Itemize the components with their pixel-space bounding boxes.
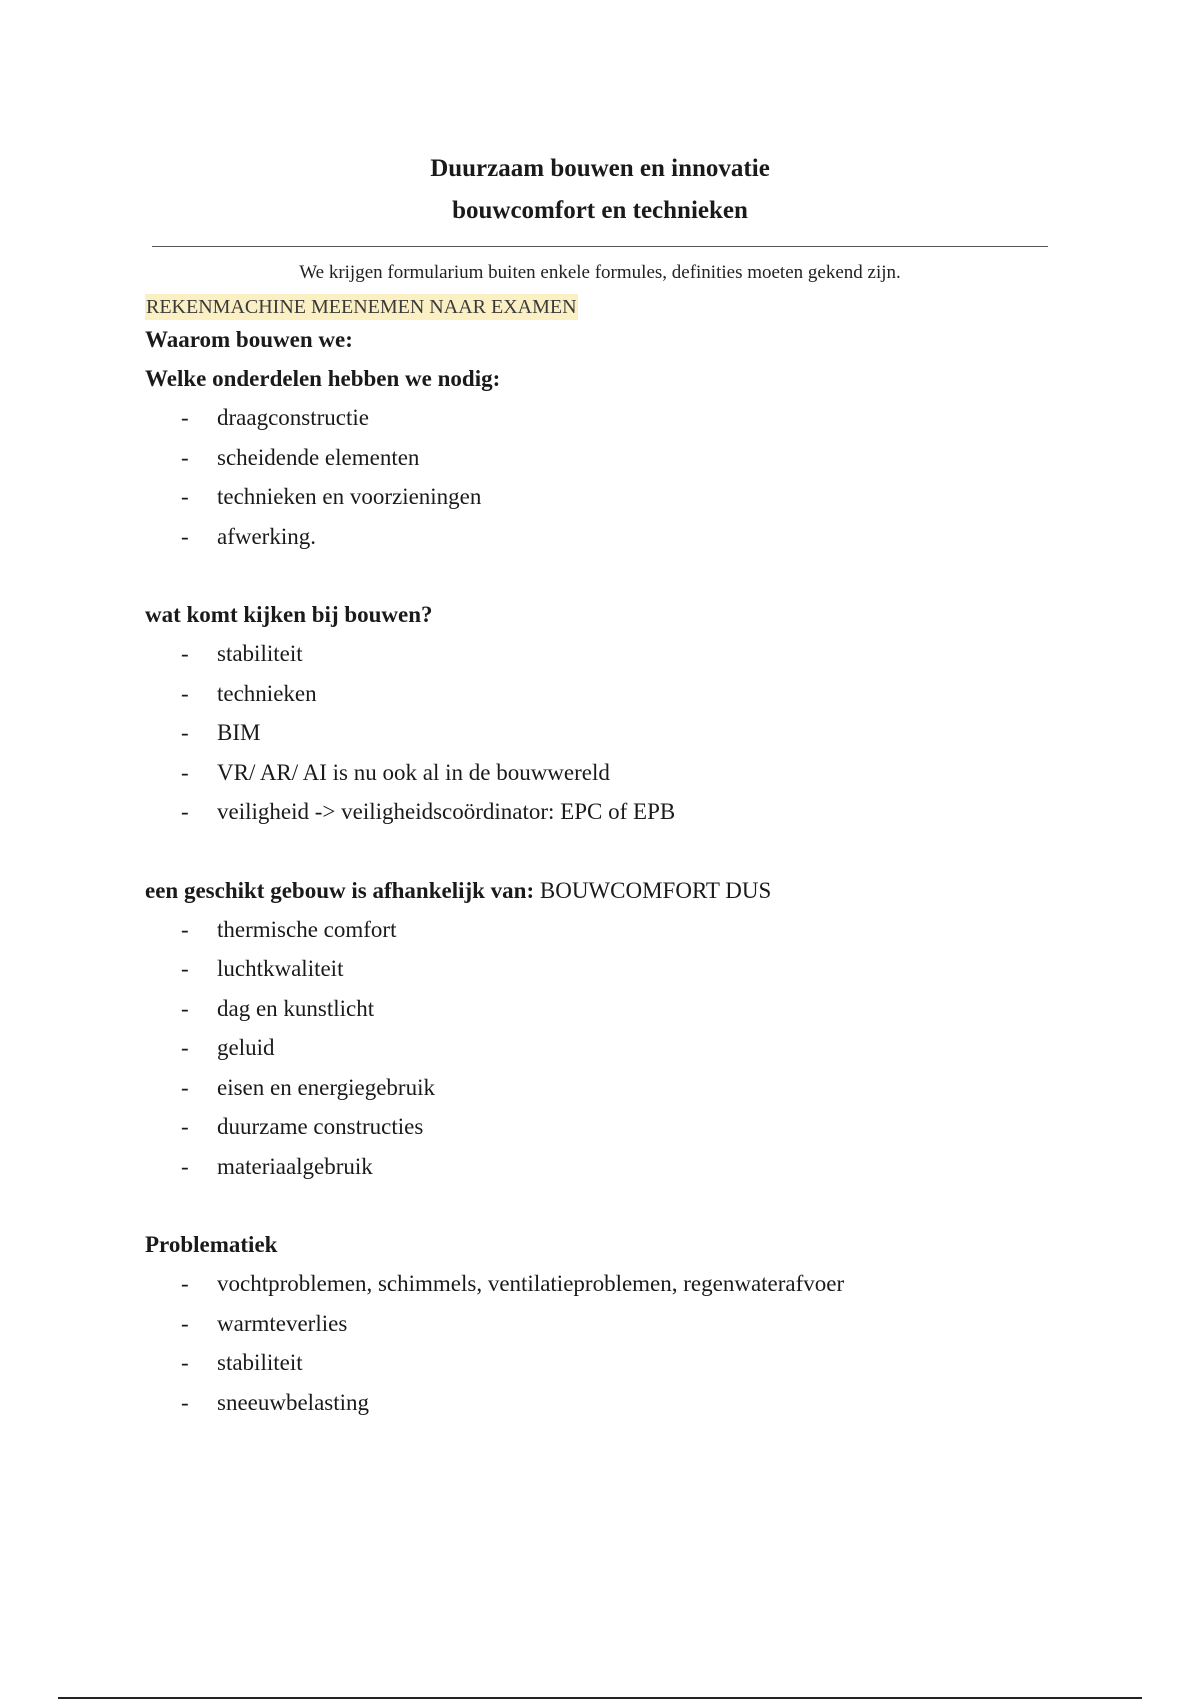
dash-bullet: - [181,799,189,824]
heading-geschikt-suffix: BOUWCOMFORT DUS [539,877,772,903]
list-item-text: afwerking. [217,523,316,549]
list-item [145,674,1045,714]
heading-problematiek: Problematiek [145,1232,278,1257]
spacer [145,1186,1045,1225]
list-kijken [145,634,1045,832]
dash-bullet: - [181,995,189,1021]
list-problematiek [145,1264,1045,1422]
dash-bullet: - [181,1389,189,1415]
list-item-text: duurzame constructies [217,1114,424,1139]
list-item [145,477,1045,517]
list-item [145,753,1045,793]
list-item [145,989,1045,1029]
highlighted-text: REKENMACHINE MEENEMEN NAAR EXAMEN [146,296,577,318]
list-item [145,398,1045,438]
list-item-text: VR/ AR/ AI is nu ook al in de bouwwereld [217,759,610,785]
dash-bullet: - [181,405,189,430]
list-item [145,713,1045,753]
dash-bullet: - [181,680,189,706]
dash-bullet: - [181,444,189,470]
list-item [145,1304,1045,1344]
title-block [0,148,1200,232]
heading-waarom: Waarom bouwen we: [145,327,353,352]
dash-bullet: - [181,956,189,981]
dash-bullet: - [181,759,189,785]
list-item-text: technieken en voorzieningen [217,484,482,509]
dash-bullet: - [181,1350,189,1375]
spacer [145,832,1045,871]
title-divider [152,246,1048,247]
list-item-text: materiaalgebruik [217,1153,373,1179]
heading-geschikt-bold: een geschikt gebouw is afhankelijk van: [145,877,535,903]
list-item [145,792,1045,832]
dash-bullet: - [181,1271,189,1296]
list-geschikt [145,910,1045,1187]
list-item-text: draagconstructie [217,405,369,430]
list-item-text: geluid [217,1035,275,1060]
dash-bullet: - [181,1035,189,1060]
dash-bullet: - [181,916,189,942]
list-item [145,1343,1045,1383]
dash-bullet: - [181,1153,189,1179]
list-item-text: veiligheid -> veiligheidscoördinator: EPC of EPB [217,799,676,824]
dash-bullet: - [181,641,189,666]
list-item [145,634,1045,674]
heading-geschikt [145,871,1045,910]
list-item-text: technieken [217,680,317,706]
list-item [145,438,1045,478]
list-item-text: BIM [217,720,261,745]
formularium-note: We krijgen formularium buiten enkele formules, definities moeten gekend zijn. [299,262,901,283]
list-item-text: stabiliteit [217,1350,303,1375]
list-item [145,910,1045,950]
list-item [145,517,1045,557]
list-item-text: luchtkwaliteit [217,956,344,981]
heading-onderdelen: Welke onderdelen hebben we nodig: [145,366,501,391]
dash-bullet: - [181,1074,189,1100]
list-item [145,1107,1045,1147]
list-item-text: warmteverlies [217,1310,348,1336]
heading-kijken: wat komt kijken bij bouwen? [145,602,433,627]
list-item-text: eisen en energiegebruik [217,1074,435,1100]
list-item [145,949,1045,989]
dash-bullet: - [181,1310,189,1336]
list-item [145,1383,1045,1423]
highlight-line [145,294,1045,320]
list-item [145,1264,1045,1304]
dash-bullet: - [181,523,189,549]
list-item-text: sneeuwbelasting [217,1389,370,1415]
title-line-2: bouwcomfort en technieken [452,197,748,224]
dash-bullet: - [181,484,189,509]
list-item [145,1068,1045,1108]
list-onderdelen [145,398,1045,556]
list-item-text: dag en kunstlicht [217,995,375,1021]
list-item [145,1028,1045,1068]
spacer [145,556,1045,595]
dash-bullet: - [181,720,189,745]
content-body [145,294,1045,1422]
list-item-text: scheidende elementen [217,444,420,470]
page-bottom-edge [58,1697,1142,1699]
list-item-text: stabiliteit [217,641,303,666]
dash-bullet: - [181,1114,189,1139]
title-line-1: Duurzaam bouwen en innovatie [430,155,770,182]
list-item [145,1147,1045,1187]
list-item-text: vochtproblemen, schimmels, ventilatieproblemen, regenwaterafvoer [217,1271,845,1296]
list-item-text: thermische comfort [217,916,397,942]
